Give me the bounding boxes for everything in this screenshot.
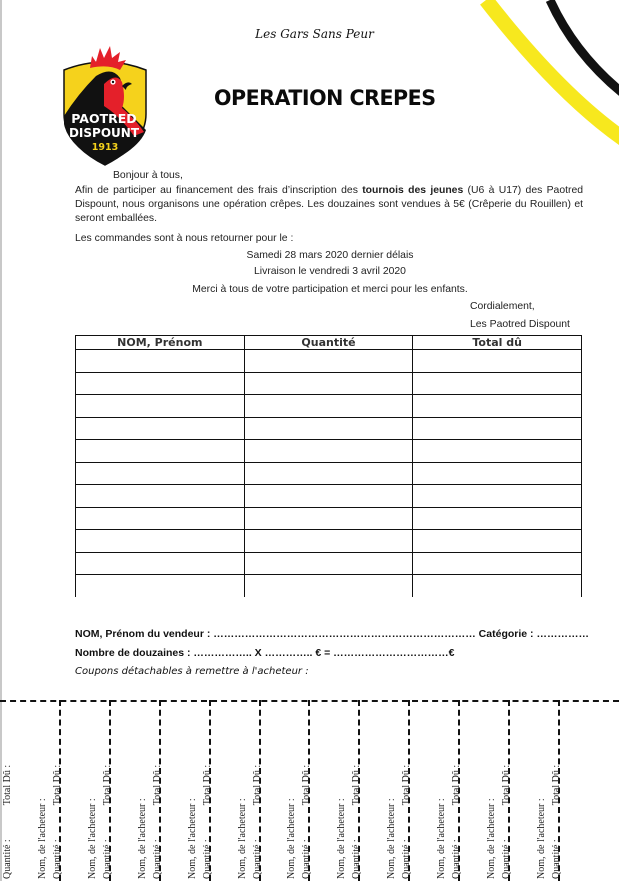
- quantity-label: Quantité :: [151, 839, 163, 879]
- coupon-text: [435, 739, 465, 879]
- table-row: [76, 462, 582, 485]
- coupon-row-name: [335, 739, 350, 879]
- column-header-name: NOM, Prénom: [76, 336, 245, 350]
- buyer-name-label: Nom, de l'acheteur :: [286, 798, 298, 879]
- coupon-row-qty: [101, 739, 116, 879]
- table-row: [76, 530, 582, 553]
- table-row: [76, 440, 582, 463]
- total-cell[interactable]: [413, 507, 582, 530]
- buyer-name-label: Nom, de l'acheteur :: [36, 798, 48, 879]
- buyer-name-label: Nom, de l'acheteur :: [486, 798, 497, 879]
- coupon-instruction: Coupons détachables à remettre à l'acheteur :: [75, 666, 309, 677]
- name-cell[interactable]: [76, 507, 245, 530]
- coupon-row-qty: [251, 739, 266, 879]
- total-cell[interactable]: [413, 575, 582, 597]
- quantity-cell[interactable]: [244, 552, 413, 575]
- intro-paragraph: [75, 184, 583, 226]
- coupon-row-qty: [151, 739, 166, 879]
- buyer-name-label: Nom, de l'acheteur :: [386, 798, 398, 879]
- name-cell[interactable]: [76, 485, 245, 508]
- name-cell[interactable]: [76, 575, 245, 597]
- buyer-name-label: Nom, de l'acheteur :: [336, 798, 348, 879]
- quantity-cell[interactable]: [244, 395, 413, 418]
- quantity-label: Quantité :: [451, 839, 463, 879]
- buyer-name-label: Nom, de l'acheteur :: [136, 798, 148, 879]
- coupon-row-name: [136, 739, 151, 879]
- quantity-cell[interactable]: [244, 372, 413, 395]
- coupon-row-qty: [450, 739, 465, 879]
- logo-line2: DISPOUNT: [68, 126, 140, 140]
- total-label: Total Dû :: [401, 764, 413, 806]
- coupon-row-name: [236, 739, 251, 879]
- coupon-row-qty: [201, 739, 216, 879]
- total-cell[interactable]: [413, 395, 582, 418]
- name-cell[interactable]: [76, 350, 245, 373]
- coupon-row-name: [485, 739, 500, 879]
- table-header-row: [76, 336, 582, 350]
- coupon-row-name: [36, 739, 51, 879]
- intro-part1: Afin de participer au financement des frais d’inscription des: [75, 185, 363, 196]
- delivery-date: Livraison le vendredi 3 avril 2020: [254, 266, 406, 277]
- coupon-row-qty: [51, 739, 66, 879]
- name-cell[interactable]: [76, 440, 245, 463]
- quantity-cell[interactable]: [244, 530, 413, 553]
- coupon-row-qty: [400, 739, 415, 879]
- quantity-label: Quantité :: [301, 839, 313, 879]
- quantity-label: Quantité :: [201, 839, 213, 879]
- coupon-row-name: [385, 739, 400, 879]
- quantity-label: Quantité :: [101, 839, 113, 879]
- quantity-cell[interactable]: [244, 507, 413, 530]
- table-row: [76, 395, 582, 418]
- quantity-cell[interactable]: [244, 485, 413, 508]
- coupon-row-name: [86, 739, 101, 879]
- coupon[interactable]: [535, 700, 615, 881]
- coupon-text: [186, 739, 216, 879]
- total-label: Total Dû :: [51, 764, 63, 806]
- quantity-cell[interactable]: [244, 417, 413, 440]
- total-cell[interactable]: [413, 530, 582, 553]
- total-label: Total Dû :: [301, 764, 313, 806]
- coupon-row-qty: [1, 739, 16, 879]
- club-logo: [60, 44, 150, 166]
- rooster-comb: [90, 46, 126, 70]
- quantity-cell[interactable]: [244, 350, 413, 373]
- total-label: Total Dû :: [201, 764, 213, 806]
- closing-regards: Cordialement,: [470, 301, 535, 312]
- coupon-strip-area: [0, 700, 619, 881]
- total-cell[interactable]: [413, 417, 582, 440]
- name-cell[interactable]: [76, 462, 245, 485]
- total-cell[interactable]: [413, 462, 582, 485]
- thanks-line: Merci à tous de votre participation et merci pour les enfants.: [192, 284, 468, 295]
- coupon-text: [285, 739, 315, 879]
- column-header-quantity: Quantité: [244, 336, 413, 350]
- table-row: [76, 552, 582, 575]
- name-cell[interactable]: [76, 530, 245, 553]
- quantity-cell[interactable]: [244, 462, 413, 485]
- name-cell[interactable]: [76, 417, 245, 440]
- coupon-row-name: [435, 739, 450, 879]
- coupon-text: [385, 739, 415, 879]
- table-row: [76, 372, 582, 395]
- coupon-text: [136, 739, 166, 879]
- coupon-row-qty: [350, 739, 365, 879]
- coupon-row-qty: [550, 739, 565, 879]
- table-row: [76, 507, 582, 530]
- column-header-total: Total dû: [413, 336, 582, 350]
- total-cell[interactable]: [413, 440, 582, 463]
- total-label: Total Dû :: [101, 764, 113, 806]
- order-table: [75, 335, 582, 597]
- intro-bold: tournois des jeunes: [362, 185, 464, 196]
- quantity-label: Quantité :: [251, 839, 263, 879]
- quantity-label: Quantité :: [51, 839, 63, 879]
- buyer-name-label: Nom, de l'acheteur :: [186, 798, 198, 879]
- quantity-label: Quantité :: [351, 839, 363, 879]
- coupon-text: [535, 739, 565, 879]
- deadline: Samedi 28 mars 2020 dernier délais: [246, 250, 414, 261]
- total-label: Total Dû :: [2, 764, 13, 806]
- coupon-row-name: [186, 739, 201, 879]
- total-label: Total Dû :: [451, 764, 463, 806]
- total-label: Total Dû :: [151, 764, 163, 806]
- logo-year: 1913: [91, 142, 119, 153]
- coupon-row-name: [535, 739, 550, 879]
- buyer-name-label: Nom, de l'acheteur :: [535, 798, 547, 879]
- page-title: OPERATION CREPES: [214, 86, 436, 110]
- logo-line1: PAOTRED: [71, 111, 137, 126]
- buyer-name-label: Nom, de l'acheteur :: [236, 798, 248, 879]
- total-cell[interactable]: [413, 552, 582, 575]
- black-arc: [550, 0, 619, 95]
- coupon-text: [0, 739, 16, 879]
- coupon-row-qty: [300, 739, 315, 879]
- org-name: Les Gars Sans Peur: [255, 27, 374, 41]
- coupon-row-name: [285, 739, 300, 879]
- buyer-name-label: Nom, de l'acheteur :: [436, 798, 448, 879]
- intro-part2: (U6 à U17) des Paotred Dispount, nous organisons une opération crêpes. Les douzaines sont vendues à 5€ (Crêperie du Rouillen) et seront emballées.: [75, 185, 584, 224]
- quantity-label: Quantité :: [401, 839, 413, 879]
- quantity-label: Quantité :: [550, 839, 562, 879]
- quantity-label: Quantité :: [501, 839, 512, 879]
- total-cell[interactable]: [413, 372, 582, 395]
- name-cell[interactable]: [76, 372, 245, 395]
- signature: Les Paotred Dispount: [470, 319, 570, 330]
- total-label: Total Dû :: [351, 764, 363, 806]
- coupon-text: [485, 739, 515, 879]
- yellow-arc: [486, 0, 619, 140]
- seller-name-field[interactable]: NOM, Prénom du vendeur : ………………………………………………………………… Catégorie : ……………: [75, 628, 589, 640]
- name-cell[interactable]: [76, 395, 245, 418]
- coupon-text: [236, 739, 266, 879]
- table-row: [76, 575, 582, 597]
- coupon-text: [36, 739, 66, 879]
- name-cell[interactable]: [76, 552, 245, 575]
- table-row: [76, 417, 582, 440]
- total-cell[interactable]: [413, 350, 582, 373]
- coupon-text: [335, 739, 365, 879]
- table-row: [76, 485, 582, 508]
- return-instruction: Les commandes sont à nous retourner pour le :: [75, 233, 294, 244]
- greeting: Bonjour à tous,: [113, 170, 183, 181]
- quantity-label: Quantité :: [2, 839, 13, 879]
- table-row: [76, 350, 582, 373]
- total-cell[interactable]: [413, 485, 582, 508]
- quantity-cell[interactable]: [244, 575, 413, 597]
- coupon-text: [86, 739, 116, 879]
- coupon-row-qty: [500, 739, 515, 879]
- total-label: Total Dû :: [550, 764, 562, 806]
- buyer-name-label: Nom, de l'acheteur :: [86, 798, 98, 879]
- dozens-calculation-field[interactable]: Nombre de douzaines : …………….. X ………….. € = ……………………………€: [75, 647, 455, 659]
- total-label: Total Dû :: [251, 764, 263, 806]
- quantity-cell[interactable]: [244, 440, 413, 463]
- total-label: Total Dû :: [501, 764, 512, 806]
